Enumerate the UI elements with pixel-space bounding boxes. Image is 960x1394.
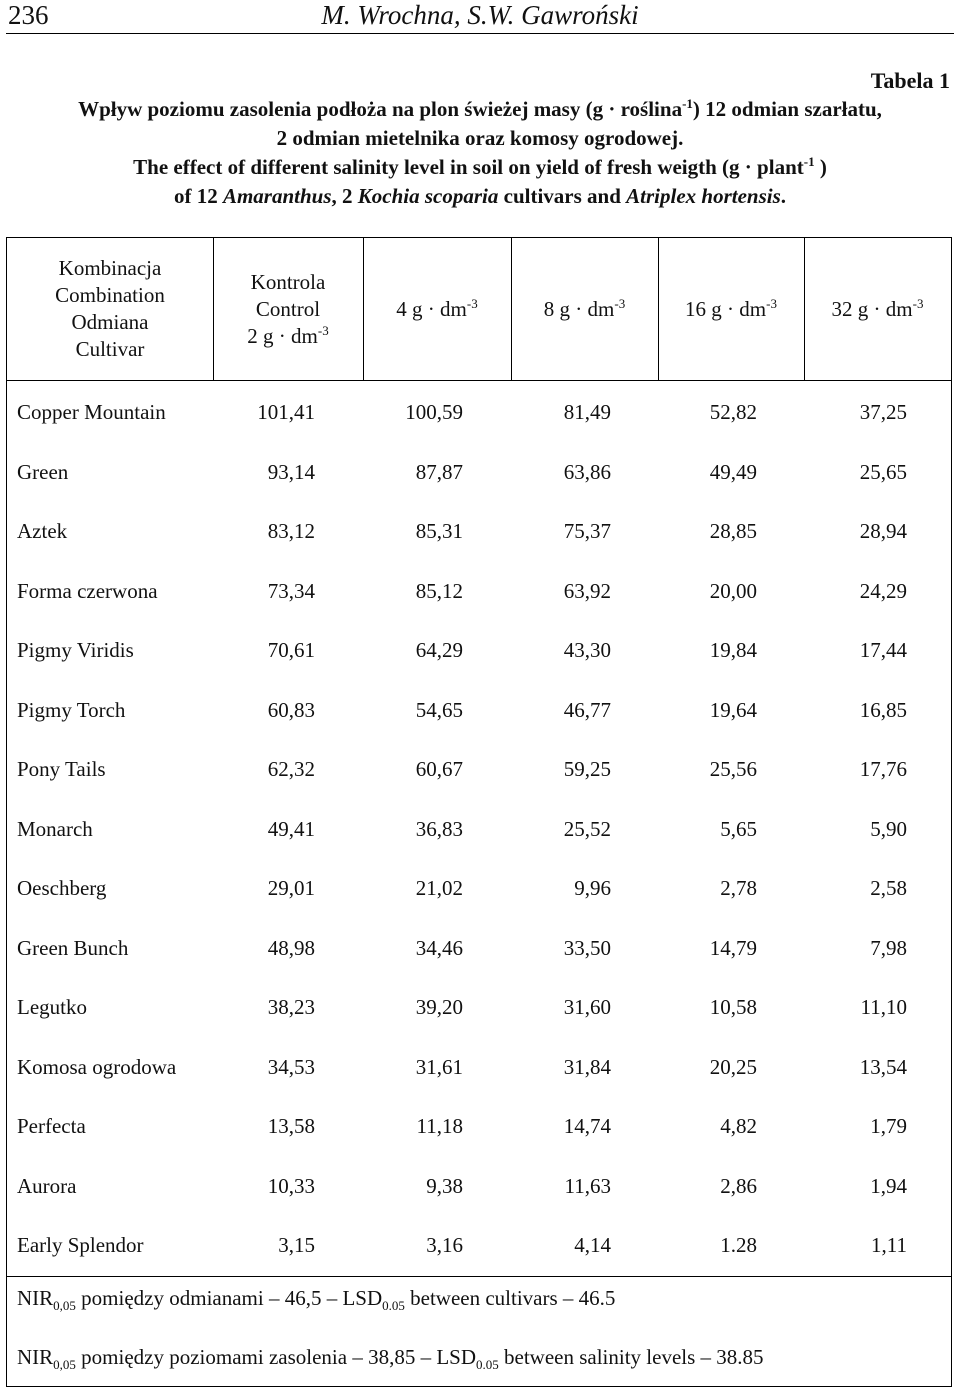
yield-value: 38,23 [267, 995, 315, 1019]
yield-value: 19,64 [709, 697, 757, 722]
cultivar-name: Pigmy Viridis [17, 638, 134, 662]
cultivar-name: Green [17, 459, 69, 484]
yield-value: 11,18 [416, 1114, 463, 1138]
table-row [7, 392, 951, 432]
yield-value: 20,25 [709, 1054, 757, 1079]
header-rule [6, 33, 954, 34]
page-number: 236 [8, 0, 49, 30]
yield-value: 49,41 [267, 816, 315, 841]
yield-value: 2,78 [720, 876, 757, 900]
yield-value: 60,83 [267, 697, 315, 722]
yield-value: 62,32 [267, 757, 315, 781]
yield-value: 52,82 [709, 400, 757, 424]
yield-value: 1,79 [870, 1114, 907, 1138]
yield-value: 34,53 [267, 1054, 315, 1079]
caption-en-line-1: The effect of different salinity level in soil on yield of fresh weigth (g · plant$^{-1}$ ) [133, 154, 827, 179]
table-row [7, 630, 951, 670]
header-32g: 32 $g \cdot dm^{-3}$ [831, 295, 924, 321]
yield-value: 4,14 [574, 1233, 611, 1257]
yield-value: 31,60 [563, 995, 611, 1019]
yield-value: 16,85 [859, 697, 907, 722]
yield-value: 39,20 [415, 995, 463, 1019]
yield-value: 81,49 [563, 400, 611, 424]
cultivar-name: Legutko [17, 995, 87, 1019]
yield-value: 2,86 [720, 1173, 757, 1198]
yield-value: 33,50 [563, 935, 611, 960]
yield-value: 85,12 [415, 578, 463, 603]
header-16g: 16 $g \cdot dm^{-3}$ [685, 295, 777, 321]
cultivar-name: Pigmy Torch [17, 697, 126, 722]
yield-value: 3,15 [278, 1233, 315, 1257]
cultivar-name: Forma czerwona [17, 578, 158, 603]
yield-value: 31,84 [563, 1054, 611, 1079]
yield-value: 25,65 [859, 459, 907, 484]
table-row [7, 1047, 951, 1087]
yield-value: 10,33 [267, 1173, 315, 1198]
footnote-cultivars: $NIR_{0,05}$ pomiędzy odmianami – $46,5 - LSD_{0.05}$ between cultivars – 46.5 [17, 1286, 616, 1314]
yield-value: 28,94 [859, 519, 907, 543]
yield-value: 85,31 [415, 519, 463, 543]
yield-value: 5,90 [870, 816, 907, 841]
yield-value: 25,56 [709, 757, 757, 781]
header-control: Kontrola Control 2 $g \cdot dm^{-3}$ [247, 269, 329, 348]
yield-value: 70,61 [267, 638, 315, 662]
yield-value: 59,25 [563, 757, 611, 781]
table-row [7, 809, 951, 849]
yield-value: 101,41 [257, 400, 315, 424]
yield-value: 9,96 [574, 876, 611, 900]
yield-value: 60,67 [415, 757, 463, 781]
yield-value: 11,10 [860, 995, 907, 1019]
yield-value: 10,58 [709, 995, 757, 1019]
yield-value: 63,92 [563, 578, 611, 603]
yield-value: 54,65 [415, 697, 463, 722]
header-cultivar: Kombinacja Combination Odmiana Cultivar [55, 256, 165, 361]
table-row [7, 690, 951, 730]
yield-value: 87,87 [415, 459, 463, 484]
yield-value: 75,37 [563, 519, 611, 543]
table-row [7, 987, 951, 1027]
table-label: Tabela 1 [870, 68, 950, 93]
yield-value: 100,59 [405, 400, 463, 424]
yield-value: 48,98 [267, 935, 315, 960]
caption-en-line-2: of 12 Amaranthus, 2 Kochia scoparia cultivars and Atriplex hortensis. [173, 184, 787, 208]
cultivar-name: Copper Mountain [17, 400, 166, 424]
yield-value: 14,74 [563, 1114, 611, 1138]
footnote-salinity: $NIR_{0,05}$ pomiędzy poziomami zasolenia – $38,85 - LSD_{0.05}$ between salinity levels – 38.85 [17, 1345, 764, 1373]
cultivar-name: Komosa ogrodowa [17, 1054, 177, 1079]
cultivar-name: Pony Tails [17, 757, 106, 781]
yield-value: 1,11 [871, 1233, 907, 1257]
yield-value: 2,58 [870, 876, 907, 900]
yield-value: 9,38 [426, 1173, 463, 1198]
yield-value: 73,34 [267, 578, 315, 603]
table-row [7, 928, 951, 968]
yield-value: 29,01 [267, 876, 315, 900]
header-8g: 8 $g \cdot dm^{-3}$ [543, 295, 626, 321]
yield-value: 13,54 [859, 1054, 907, 1079]
yield-value: 19,84 [709, 638, 757, 662]
yield-value: 31,61 [415, 1054, 463, 1079]
yield-value: 93,14 [267, 459, 315, 484]
yield-value: 34,46 [415, 935, 463, 960]
yield-value: 20,00 [709, 578, 757, 603]
table-row [7, 571, 951, 611]
yield-value: 46,77 [563, 697, 611, 722]
footnote-rule [7, 1276, 951, 1277]
yield-value: 3,16 [426, 1233, 463, 1257]
data-table [6, 237, 952, 1387]
yield-value: 36,83 [415, 816, 463, 841]
cultivar-name: Aztek [17, 519, 68, 543]
yield-value: 64,29 [415, 638, 463, 662]
yield-value: 21,02 [415, 876, 463, 900]
yield-value: 37,25 [859, 400, 907, 424]
header-4g: 4 $g \cdot dm^{-3}$ [396, 295, 478, 321]
yield-value: 49,49 [709, 459, 757, 484]
yield-value: 17,76 [859, 757, 907, 781]
table-row [7, 1166, 951, 1206]
table-row [7, 511, 951, 551]
cultivar-name: Aurora [17, 1173, 77, 1198]
table-row [7, 868, 951, 908]
yield-value: 17,44 [859, 638, 907, 662]
header-bottom-rule [7, 380, 951, 381]
table-row [7, 452, 951, 492]
yield-value: 4,82 [720, 1114, 757, 1138]
cultivar-name: Monarch [17, 816, 93, 841]
yield-value: 13,58 [267, 1114, 315, 1138]
cultivar-name: Green Bunch [17, 935, 129, 960]
cultivar-name: Early Splendor [17, 1233, 144, 1257]
yield-value: 7,98 [870, 935, 907, 960]
cultivar-name: Oeschberg [17, 876, 107, 900]
table-row [7, 1106, 951, 1146]
cultivar-name: Perfecta [17, 1114, 86, 1138]
caption-pl-line-1: Wpływ poziomu zasolenia podłoża na plon świeżej masy (g · roślina$^{-1}$) 12 odmian szarłatu, [78, 96, 882, 121]
caption-pl-line-2: 2 odmian mietelnika oraz komosy ogrodowej. [276, 126, 684, 150]
running-title: M. Wrochna, S.W. Gawroński [321, 0, 639, 30]
yield-value: 83,12 [267, 519, 315, 543]
yield-value: 43,30 [563, 638, 611, 662]
yield-value: 5,65 [720, 816, 757, 841]
yield-value: 1.28 [720, 1233, 757, 1257]
yield-value: 63,86 [563, 459, 611, 484]
table-row [7, 1225, 951, 1265]
yield-value: 25,52 [563, 816, 611, 841]
table-row [7, 749, 951, 789]
running-head [0, 0, 960, 34]
yield-value: 28,85 [709, 519, 757, 543]
yield-value: 14,79 [709, 935, 757, 960]
yield-value: 1,94 [870, 1173, 907, 1198]
yield-value: 11,63 [564, 1173, 611, 1198]
table-caption [0, 95, 960, 211]
yield-value: 24,29 [859, 578, 907, 603]
